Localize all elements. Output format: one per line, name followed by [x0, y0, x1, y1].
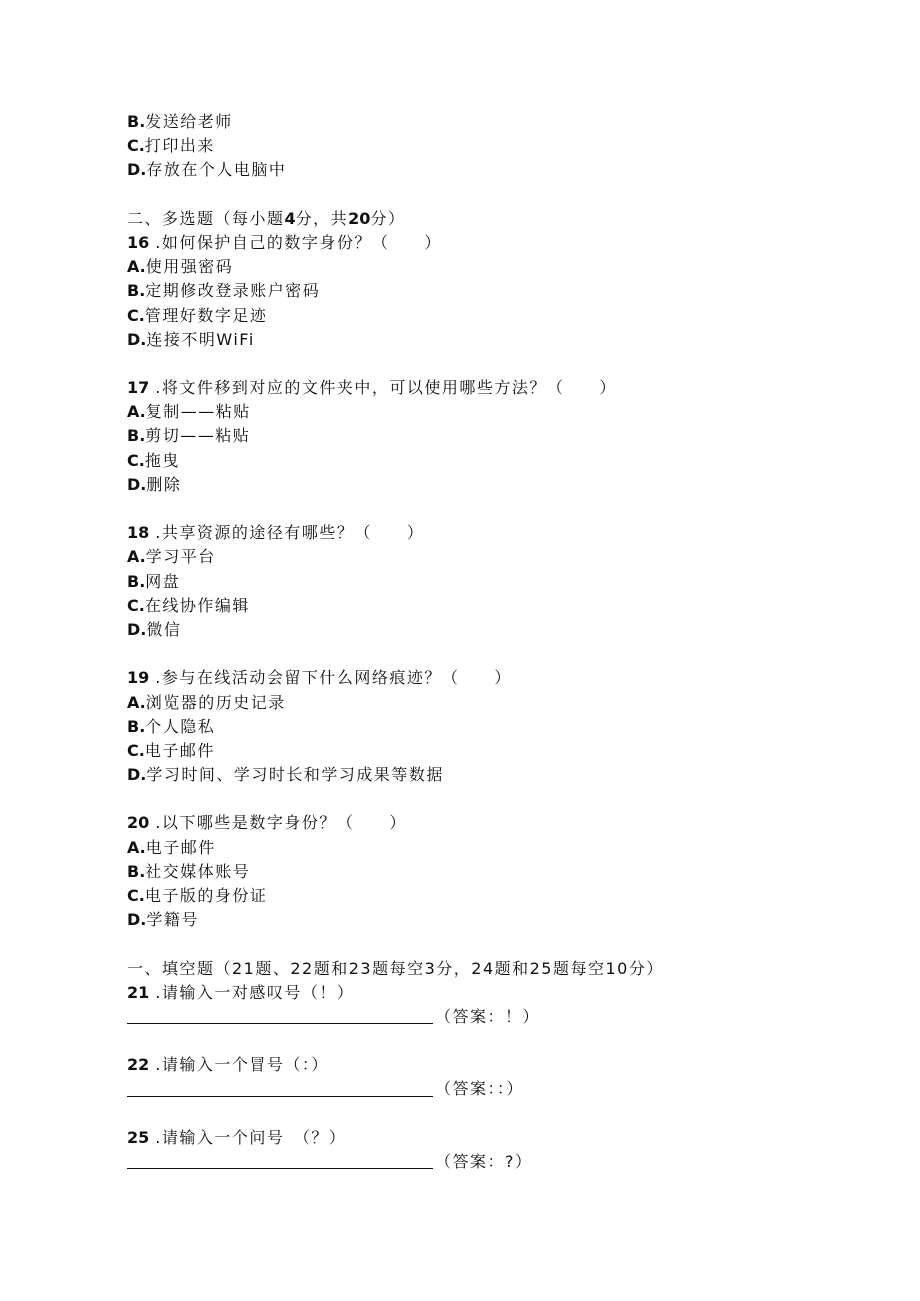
option-c: C.拖曳 [127, 450, 180, 470]
option-a: A.电子邮件 [127, 837, 216, 857]
option-d: D.删除 [127, 474, 182, 494]
question-21: 21 .请输入一对感叹号（！） [127, 982, 355, 1002]
answer-text: （答案：?） [435, 1152, 533, 1172]
option-b: B.剪切——粘贴 [127, 426, 251, 446]
question-25: 25 .请输入一个问号 （？） [127, 1127, 347, 1147]
option-c: C.在线协作编辑 [127, 595, 250, 615]
answer-row [127, 1078, 827, 1102]
question-22: 22 .请输入一个冒号（：） [127, 1055, 329, 1075]
option-d: D.学习时间、学习时长和学习成果等数据 [127, 765, 444, 785]
question-18: 18 .共享资源的途径有哪些？（ ） [127, 523, 425, 543]
answer-row [127, 1005, 827, 1029]
question-20: 20 .以下哪些是数字身份？（ ） [127, 813, 407, 833]
question-17: 17 .将文件移到对应的文件夹中，可以使用哪些方法？（ ） [127, 378, 617, 398]
exam-page [127, 110, 827, 1174]
answer-text: （答案：：） [435, 1079, 525, 1099]
answer-blank[interactable] [127, 1006, 433, 1024]
option-d: D.连接不明WiFi [127, 329, 255, 349]
answer-text: （答案：！） [435, 1006, 541, 1026]
option-c: C.电子版的身份证 [127, 886, 268, 905]
option-a: A.浏览器的历史记录 [127, 692, 286, 712]
option-c: C.管理好数字足迹 [127, 305, 268, 325]
answer-blank[interactable] [127, 1079, 433, 1097]
option-b: B.个人隐私 [127, 716, 216, 736]
option-a: A.使用强密码 [127, 257, 234, 277]
option-c: C.打印出来 [127, 136, 215, 156]
option-a: A.学习平台 [127, 547, 216, 567]
option-b: B.发送给老师 [127, 112, 233, 131]
option-b: B.社交媒体账号 [127, 861, 251, 881]
section-fill-title: 一、填空题（21题、22题和23题每空3分，24题和25题每空10分） [127, 958, 664, 978]
option-d: D.存放在个人电脑中 [127, 160, 287, 180]
question-16: 16 .如何保护自己的数字身份？（ ） [127, 232, 442, 252]
option-d: D.学籍号 [127, 910, 199, 930]
option-a: A.复制——粘贴 [127, 402, 251, 422]
answer-row [127, 1150, 827, 1174]
answer-blank[interactable] [127, 1151, 433, 1169]
question-19: 19 .参与在线活动会留下什么网络痕迹？（ ） [127, 668, 512, 688]
option-b: B.定期修改登录账户密码 [127, 281, 321, 301]
option-d: D.微信 [127, 619, 182, 639]
section-multi-title: 二、多选题（每小题4分，共20分） [127, 208, 406, 228]
option-c: C.电子邮件 [127, 740, 215, 760]
option-b: B.网盘 [127, 571, 181, 591]
